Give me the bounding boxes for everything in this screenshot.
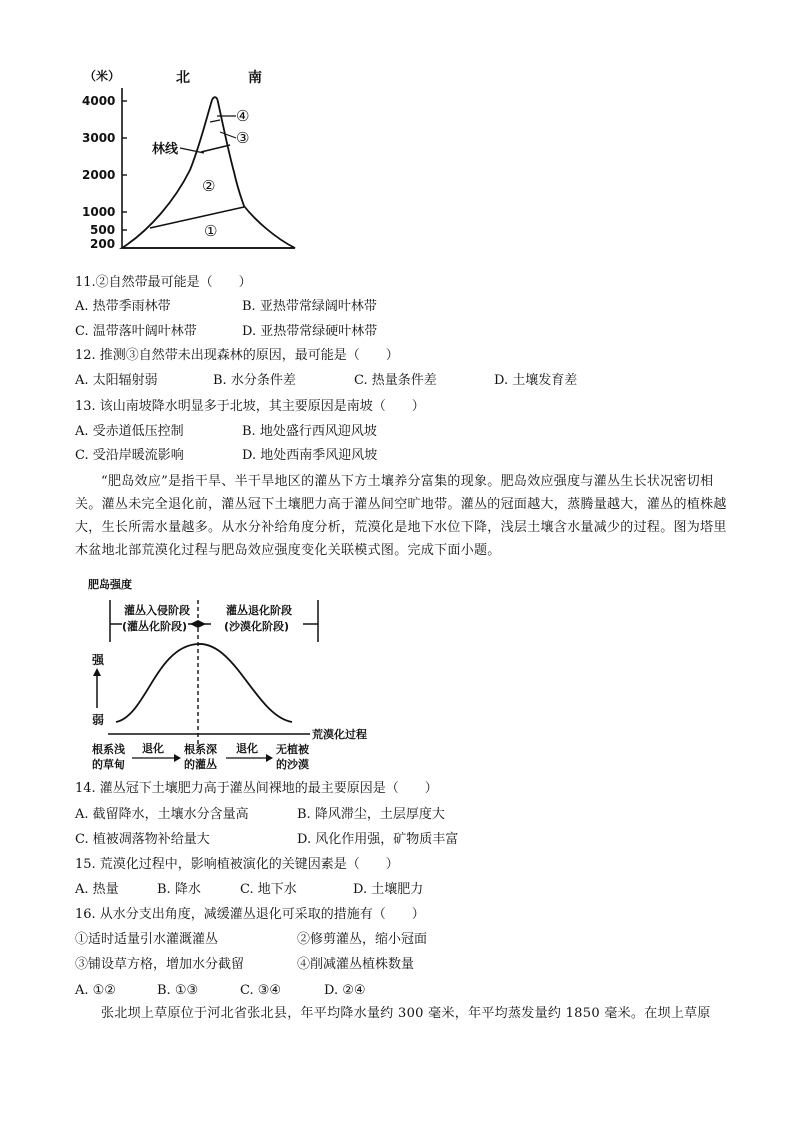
intensity-curve [116,644,292,722]
y-tick-500: 500 [90,223,116,237]
arrow2-label: 退化 [236,742,258,755]
y-tick-2000: 2000 [82,168,116,182]
node1-line2: 的草甸 [92,758,125,771]
q13-option-b[interactable]: B. 地处盛行西风迎风坡 [242,424,377,439]
q15-stem: 15. 荒漠化过程中，影响植被演化的关键因素是（ ） [75,857,399,872]
q11-option-a[interactable]: A. 热带季雨林带 [75,299,171,314]
q15-option-b[interactable]: B. 降水 [157,882,201,897]
passage-fertile-island: “肥岛效应”是指干旱、半干旱地区的灌丛下方土壤养分富集的现象。肥岛效应强度与灌丛生长状况密切相关。灌丛未完全退化前，灌丛冠下土壤肥力高于灌丛间空旷地带。灌丛的冠面越大，蒸腾量越大，灌丛的植株越大，生长所需水量越多。从水分补给角度分析，荒漠化是地下水位下降，浅层土壤含水量减少的过程。图为塔里木盆地北部荒漠化过程与肥岛效应强度变化关联模式图。完成下面小题。 [75,474,727,558]
q16-option-d[interactable]: D. ②④ [324,983,366,998]
q12-option-c[interactable]: C. 热量条件差 [354,373,437,388]
q13-option-c[interactable]: C. 受沿岸暖流影响 [75,448,184,463]
q16-measure-3: ③铺设草方格，增加水分截留 [75,957,245,972]
y-tick-4000: 4000 [82,94,116,108]
y-title: 肥岛强度 [88,578,132,591]
q11-option-c[interactable]: C. 温带落叶阔叶林带 [75,324,197,339]
arrow1-label: 退化 [142,742,164,755]
q13-option-d[interactable]: D. 地处西南季风迎风坡 [242,448,378,463]
treeline-boundary [201,145,230,152]
passage-zhangbei: 张北坝上草原位于河北省张北县，年平均降水量约 300 毫米，年平均蒸发量约 1850 毫米。在坝上草原 [101,1006,711,1021]
node2-line1: 根系深 [184,743,217,756]
q12-option-d[interactable]: D. 土壤发育差 [494,373,578,388]
q16-measure-1: ①适时适量引水灌溉灌丛 [75,932,219,947]
weak-label: 弱 [92,713,105,727]
north-label: 北 [176,70,190,86]
q12-option-b[interactable]: B. 水分条件差 [213,373,296,388]
q16-option-c[interactable]: C. ③④ [240,983,282,998]
q13-option-a[interactable]: A. 受赤道低压控制 [75,424,184,439]
y-tick-1000: 1000 [82,205,116,219]
node3-line1: 无植被 [276,743,309,756]
q16-stem: 16. 从水分支出角度，减缓灌丛退化可采取的措施有（ ） [75,907,425,922]
y-tick-200: 200 [90,237,116,251]
fertile-island-figure [86,576,386,776]
zone-2-label: ② [202,177,216,195]
q14-stem: 14. 灌丛冠下土壤肥力高于灌丛间裸地的最主要原因是（ ） [75,781,438,796]
q15-option-d[interactable]: D. 土壤肥力 [353,882,424,897]
stage1-line2: (灌丛化阶段) [122,620,188,633]
y-tick-3000: 3000 [82,131,116,145]
south-label: 南 [248,70,262,86]
q16-option-a[interactable]: A. ①② [75,983,116,998]
node2-line2: 的灌丛 [184,758,217,771]
q11-option-d[interactable]: D. 亚热带常绿硬叶林带 [242,324,378,339]
stage1-line1: 灌丛入侵阶段 [124,604,190,617]
zone-3-label: ③ [236,129,250,147]
stage2-line1: 灌丛退化阶段 [226,604,292,617]
q15-option-a[interactable]: A. 热量 [75,882,119,897]
q11-option-b[interactable]: B. 亚热带常绿阔叶林带 [242,299,377,314]
q14-option-d[interactable]: D. 风化作用强，矿物质丰富 [297,832,459,847]
mountain-zone-figure [80,60,320,260]
node3-line2: 的沙漠 [276,758,309,771]
stage2-line2: (沙漠化阶段) [224,620,290,633]
q12-option-a[interactable]: A. 太阳辐射弱 [75,373,158,388]
q16-measure-2: ②修剪灌丛，缩小冠面 [297,932,428,947]
q16-measure-4: ④削减灌丛植株数量 [297,957,415,972]
q14-option-a[interactable]: A. 截留降水，土壤水分含量高 [75,807,249,822]
q13-stem: 13. 该山南坡降水明显多于北坡，其主要原因是南坡（ ） [75,399,425,414]
q15-option-c[interactable]: C. 地下水 [240,882,297,897]
unit-label: （米） [84,69,121,83]
q12-stem: 12. 推测③自然带未出现森林的原因，最可能是（ ） [75,348,399,363]
treeline-label: 林线 [152,142,179,157]
x-title: 荒漠化过程 [312,728,367,741]
q14-option-c[interactable]: C. 植被凋落物补给量大 [75,832,210,847]
zone-1-label: ① [204,222,218,240]
zone-boundary-upper [210,120,220,122]
zone-4-label: ④ [236,107,250,125]
q14-option-b[interactable]: B. 降风滞尘，土层厚度大 [297,807,445,822]
strong-label: 强 [92,653,105,667]
q11-stem: 11.②自然带最可能是（ ） [75,275,252,290]
node1-line1: 根系浅 [92,743,125,756]
q16-option-b[interactable]: B. ①③ [157,983,199,998]
